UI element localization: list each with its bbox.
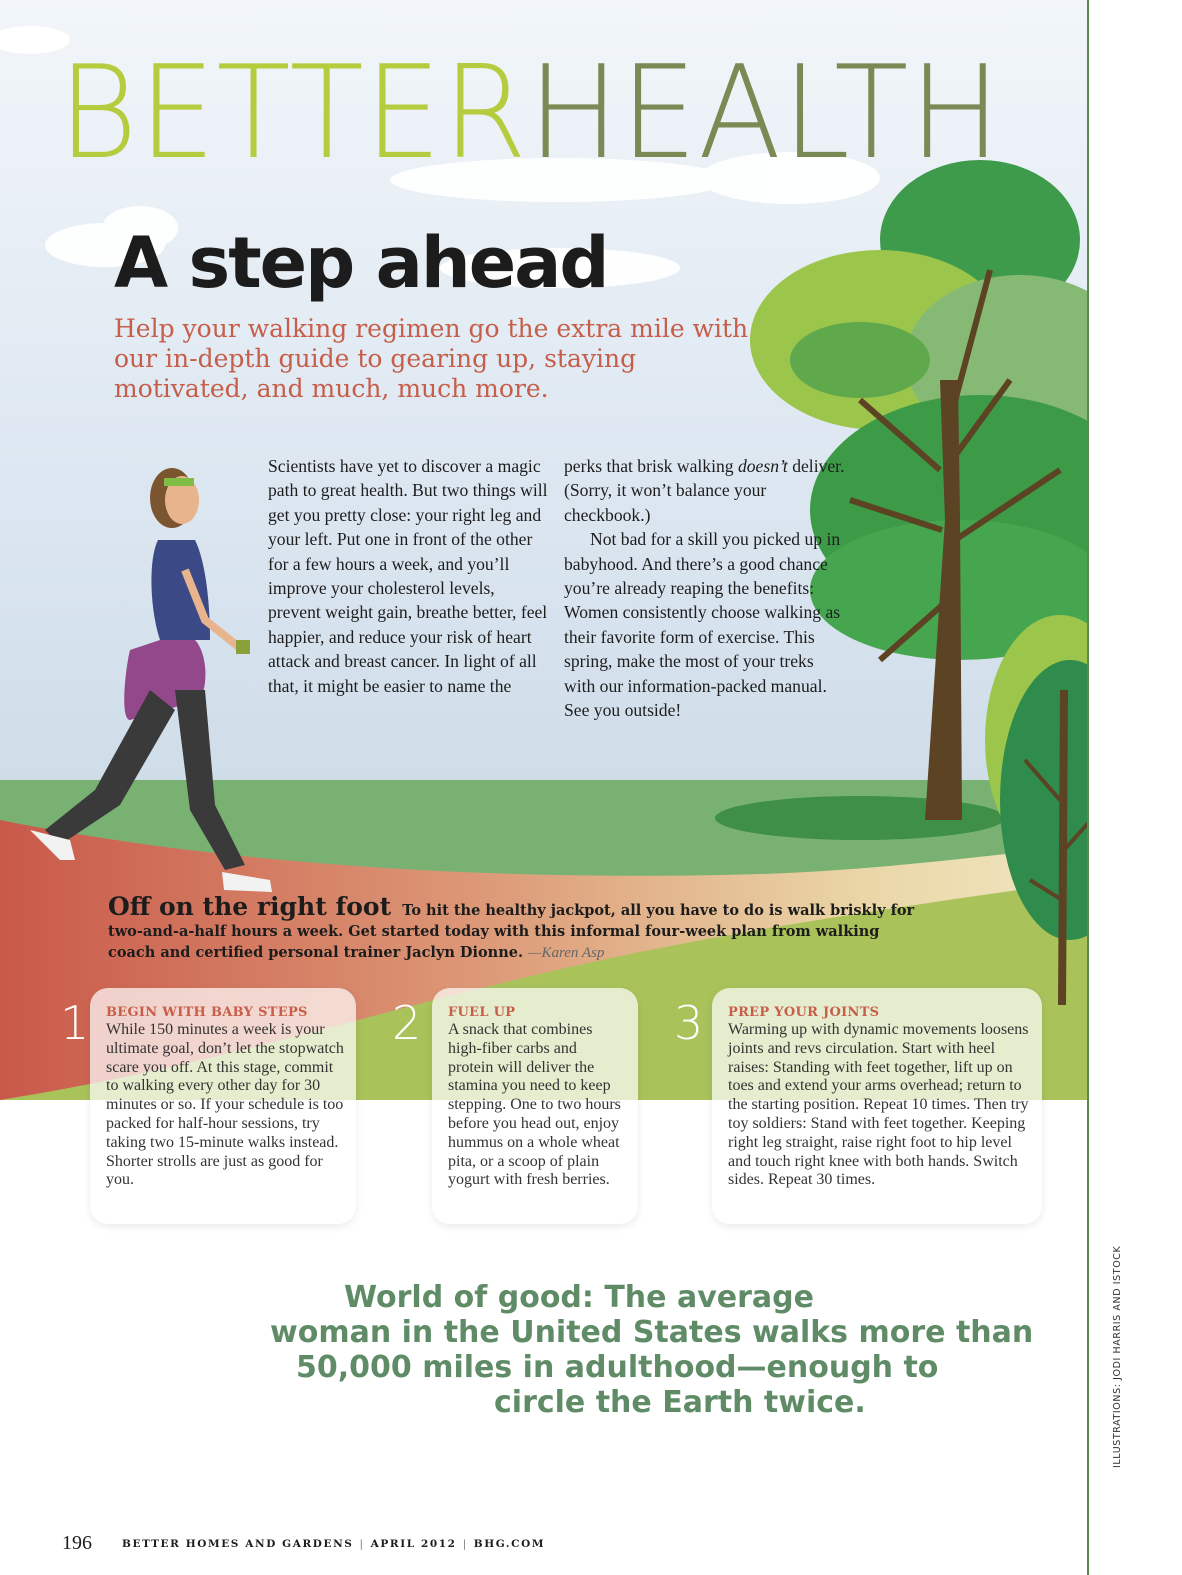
section-text: To hit the healthy jackpot, all you have to do is walk briskly for two-and-a-half hours a week. Get started today with this informal four-week plan from walking coach and certified personal trainer Jaclyn Dionne.	[108, 902, 915, 961]
magazine-name: BETTER HOMES AND GARDENS	[122, 1538, 354, 1550]
body-paragraph	[564, 454, 846, 527]
illustration-credit: ILLUSTRATIONS: JODI HARRIS AND ISTOCK	[1112, 1245, 1123, 1468]
section-intro	[108, 892, 928, 964]
step-card	[712, 988, 1042, 1224]
pull-quote-line: circle the Earth twice.	[494, 1385, 866, 1420]
body-column-1	[268, 454, 550, 698]
step-number: 3	[674, 996, 704, 1050]
step-number: 1	[60, 996, 90, 1050]
section-banner	[58, 39, 1002, 188]
step-title: PREP YOUR JOINTS	[728, 1005, 880, 1020]
body-paragraph: Not bad for a skill you picked up in babyhood. And there’s a good chance you’re already reaping the benefits: Women consistently choose walking as their favorite form of exercise. This spring, make the most of your treks with our information-packed manual. See you outside!	[564, 529, 841, 721]
banner-word-health: HEALTH	[527, 39, 1002, 188]
article-headline: A step ahead	[114, 222, 608, 304]
body-paragraph: Scientists have yet to discover a magic path to great health. But two things will get you pretty close: your right leg and your left. Put one in front of the other for a few hours a week, and you’ll improve your cholesterol levels, prevent weight gain, breathe better, feel happier, and reduce your risk of heart attack and breast cancer. In light of all that, it might be easier to name the	[268, 456, 548, 696]
article-deck: Help your walking regimen go the extra mile with our in-depth guide to gearing up, staying motivated, and much, much more.	[114, 314, 749, 403]
step-number: 2	[392, 996, 422, 1050]
body-column-2	[564, 454, 846, 722]
body-text: perks that brisk walking	[564, 456, 738, 476]
vertical-rule	[1087, 0, 1089, 1575]
step-text: While 150 minutes a week is your ultimate goal, don’t let the stopwatch scare you off. At this stage, commit to walking every other day for 30 minutes or so. If your schedule is too packed for half-hour sessions, try taking two 15-minute walks instead. Shorter strolls are just as good for you.	[106, 1021, 344, 1189]
banner-word-better: BETTER	[58, 39, 528, 188]
pull-quote-line: 50,000 miles in adulthood—enough to	[296, 1350, 939, 1385]
issue-date: APRIL 2012	[370, 1538, 457, 1550]
pull-quote-line: World of good: The average	[344, 1280, 814, 1315]
step-card	[90, 988, 356, 1224]
step-card	[432, 988, 638, 1224]
body-emphasis: doesn’t	[737, 456, 788, 476]
page-footer: BETTER HOMES AND GARDENS | APRIL 2012 | BHG.COM	[122, 1538, 546, 1550]
step-title: FUEL UP	[448, 1005, 516, 1020]
author-credit: —Karen Asp	[528, 945, 605, 961]
section-title: Off on the right foot	[108, 892, 392, 921]
step-text: Warming up with dynamic movements loosens joints and revs circulation. Start with heel raises: Standing with feet together, lift up on toes and extend your arms overhead; return to the starting position. Repeat 10 times. Then try toy soldiers: Stand with feet together. Keeping right leg straight, raise right foot to hip level and touch right knee with both hands. Switch sides. Repeat 30 times.	[728, 1021, 1029, 1189]
body-text: deliver. (Sorry, it won’t balance your checkbook.)	[564, 456, 845, 525]
pull-quote-line: woman in the United States walks more than	[270, 1315, 1034, 1350]
step-title: BEGIN WITH BABY STEPS	[106, 1005, 308, 1020]
website: BHG.COM	[473, 1538, 546, 1550]
step-text: A snack that combines high-fiber carbs and protein will deliver the stamina you need to keep stepping. One to two hours before you head out, enjoy hummus on a whole wheat pita, or a scoop of plain yogurt with fresh berries.	[448, 1021, 621, 1189]
page-number: 196	[62, 1532, 92, 1554]
